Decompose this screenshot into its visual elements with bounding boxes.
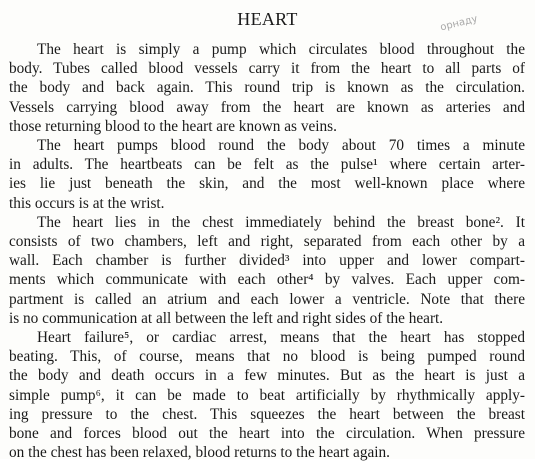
text-line: wall. Each chamber is further divided³ into upper and lower compart- (9, 252, 525, 270)
text-line: partment is called an atrium and each lower a ventricle. Note that there (9, 290, 525, 308)
text-line: Vessels carrying blood away from the heart are known as arteries and (9, 98, 525, 116)
text-line: the body and back again. This round trip is known as the circulation. (9, 79, 525, 97)
page-title: HEART (237, 9, 298, 29)
handwritten-annotation: орнаду (439, 13, 479, 34)
text-line: consists of two chambers, left and right, separated from each other by a (9, 233, 525, 251)
text-line: beating. This, of course, means that no blood is being pumped round (9, 348, 525, 366)
text-line: in adults. The heartbeats can be felt as the pulse¹ where certain arter- (9, 156, 525, 174)
text-line: The heart pumps blood round the body about 70 times a minute (37, 137, 525, 155)
text-line: the body and death occurs in a few minutes. But as the heart is just a (9, 367, 525, 385)
body-text (9, 40, 525, 462)
paragraph (9, 213, 525, 328)
text-line: those returning blood to the heart are known as veins. (9, 117, 337, 135)
text-line: ies lie just beneath the skin, and the most well-known place where (9, 175, 525, 193)
text-line: bone and forces blood out the heart into the circulation. When pressure (9, 425, 525, 443)
text-line: The heart is simply a pump which circulates blood throughout the (37, 41, 525, 58)
text-line: simple pump⁶, it can be made to beat artificially by rhythmically apply- (9, 386, 525, 404)
text-line: ments which communicate with each other⁴ by valves. Each upper com- (9, 271, 525, 289)
paragraph (9, 328, 525, 462)
text-line: on the chest has been relaxed, blood returns to the heart again. (9, 444, 391, 462)
paragraph (9, 136, 525, 213)
text-line: ing pressure to the chest. This squeezes the heart between the breast (9, 405, 525, 423)
text-line: The heart lies in the chest immediately behind the breast bone². It (37, 213, 525, 231)
text-line: body. Tubes called blood vessels carry it from the heart to all parts of (9, 60, 525, 78)
paragraph (9, 40, 525, 136)
text-line: this occurs is at the wrist. (9, 194, 165, 212)
text-line: Heart failure⁵, or cardiac arrest, means that the heart has stopped (37, 329, 525, 347)
text-line: is no communication at all between the left and right sides of the heart. (9, 309, 444, 327)
